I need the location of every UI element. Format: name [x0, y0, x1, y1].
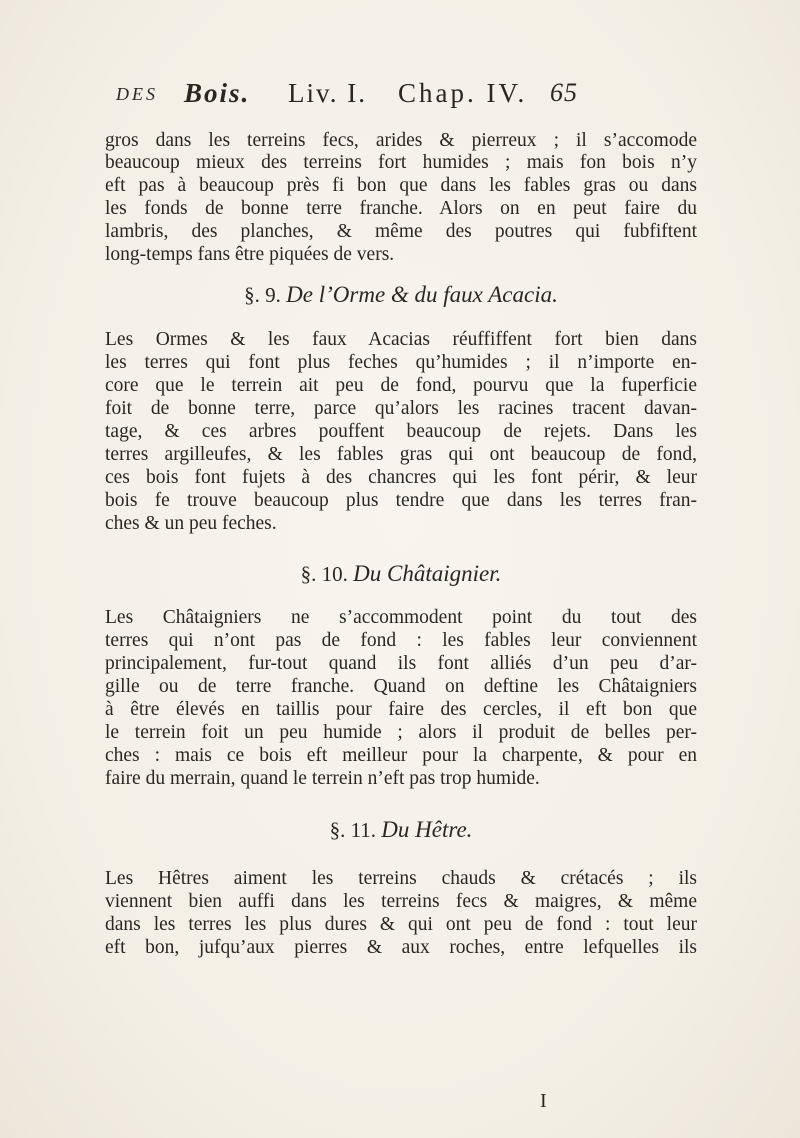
text-line: core que le terrein ait peu de fond, pourvu que la fuperficie [105, 375, 697, 396]
text-line: tage, & ces arbres pouffent beaucoup de rejets. Dans les [105, 421, 697, 442]
section-title: Du Hêtre. [381, 817, 473, 842]
text-line: dans les terres les plus dures & qui ont peu de fond : tout leur [105, 914, 697, 935]
section-heading-9 [105, 280, 697, 310]
section-heading-10 [105, 559, 697, 589]
text-line: eft pas à beaucoup près fi bon que dans les fables gras ou dans [105, 175, 697, 196]
text-line: faire du merrain, quand le terrein n’eft pas trop humide. [105, 768, 540, 789]
text-line: les fonds de bonne terre franche. Alors on en peut faire du [105, 198, 697, 219]
text-line: long-temps fans être piquées de vers. [105, 244, 395, 265]
section-number: §. 10. [300, 562, 348, 586]
text-line: foit de bonne terre, parce qu’alors les racines tracent davan- [105, 398, 697, 419]
catchword: I [540, 1090, 547, 1112]
text-line: le terrein foit un peu humide ; alors il produit de belles per- [105, 722, 697, 743]
text-line: eft bon, jufqu’aux pierres & aux roches, entre lefquelles ils [105, 937, 697, 958]
text-line: Les Ormes & les faux Acacias réuffiffent fort bien dans [105, 329, 697, 350]
text-line: à être élevés en taillis pour faire des cercles, il eft bon que [105, 699, 697, 720]
section-title: Du Châtaignier. [353, 561, 502, 586]
text-line: terres argilleufes, & les fables gras qui ont beaucoup de fond, [105, 444, 697, 465]
header-des: DES [116, 84, 158, 104]
text-line: viennent bien auffi dans les terreins fecs & maigres, & même [105, 891, 697, 912]
text-line: terres qui n’ont pas de fond : les fables leur conviennent [105, 630, 697, 651]
section-number: §. 11. [329, 818, 377, 842]
text-line: lambris, des planches, & même des poutres qui fubfiftent [105, 221, 697, 242]
text-line: principalement, fur-tout quand ils font alliés d’un peu d’ar- [105, 653, 697, 674]
section-title: De l’Orme & du faux Acacia. [286, 282, 558, 307]
text-line: les terres qui font plus feches qu’humides ; il n’importe en- [105, 352, 697, 373]
text-line: gille ou de terre franche. Quand on deftine les Châtaigniers [105, 676, 697, 697]
page-number: 65 [550, 78, 578, 107]
text-line: Les Hêtres aiment les terreins chauds & crétacés ; ils [105, 868, 697, 889]
text-line: bois fe trouve beaucoup plus tendre que dans les terres fran- [105, 490, 697, 511]
text-line: beaucoup mieux des terreins fort humides ; mais fon bois n’y [105, 152, 697, 173]
text-line: ches & un peu feches. [105, 513, 277, 534]
text-line: ces bois font fujets à des chancres qui les font périr, & leur [105, 467, 697, 488]
section-heading-11 [105, 815, 697, 845]
text-line: ches : mais ce bois eft meilleur pour la charpente, & pour en [105, 745, 697, 766]
header-bois: Bois. [184, 78, 251, 108]
header-livre: Liv. I. [288, 78, 367, 108]
text-line: Les Châtaigniers ne s’accommodent point du tout des [105, 607, 697, 628]
running-header [116, 78, 650, 114]
text-line: gros dans les terreins fecs, arides & pierreux ; il s’accomode [105, 130, 697, 151]
section-number: §. 9. [244, 283, 281, 307]
header-chapitre: Chap. IV. [398, 78, 528, 108]
